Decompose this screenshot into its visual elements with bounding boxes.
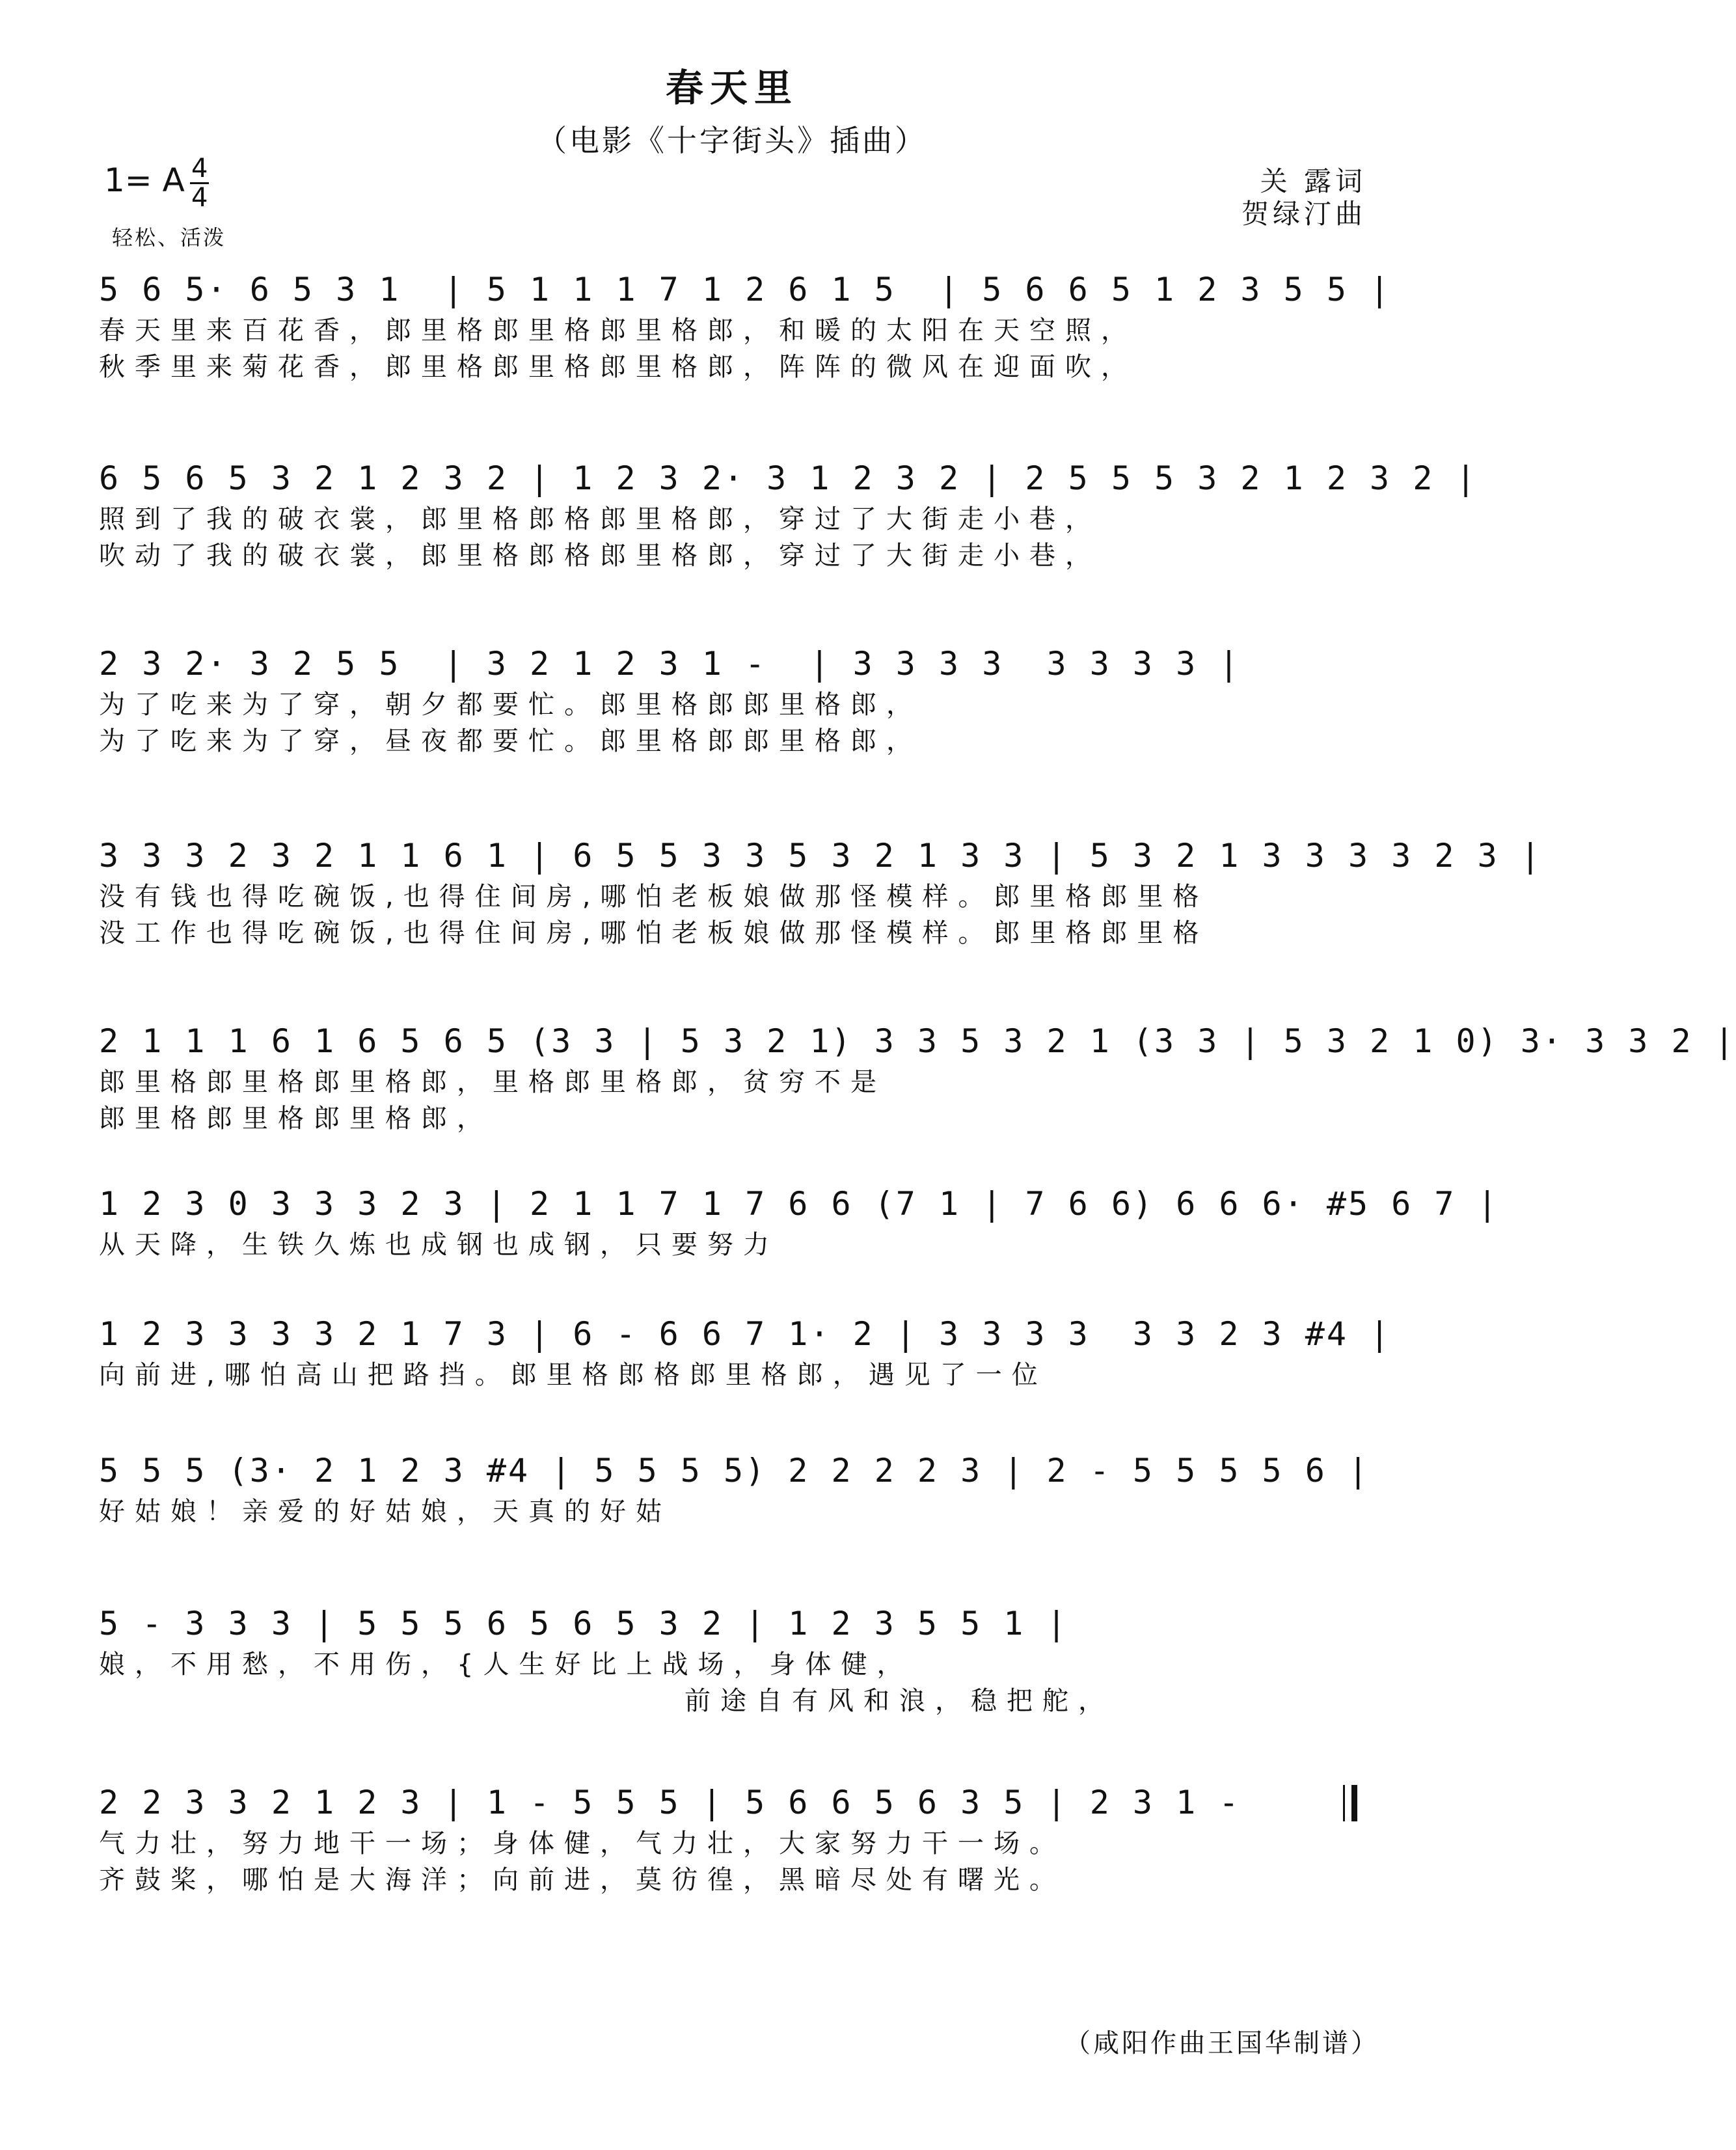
lyric-verse-1: 娘，不用愁，不用伤，{人生好比上战场，身体健， [99, 1650, 913, 1680]
staff-system-1 [99, 267, 1392, 385]
notation-line: 5 5 5 (3· 2 1 2 3 #4 | 5 5 5 5) 2 2 2 2 3 | 2 - 5 5 5 5 6 | [99, 1452, 1370, 1490]
final-barline-thick [1351, 1785, 1357, 1821]
lyric-verse-2: 齐鼓桨，哪怕是大海洋；向前进，莫彷徨，黑暗尽处有曙光。 [99, 1865, 1065, 1895]
key-signature: 1= A [104, 161, 185, 199]
staff-system-4 [99, 833, 1542, 951]
lyric-verse-1: 春天里来百花香，郎里格郎里格郎里格郎，和暖的太阳在天空照， [99, 316, 1137, 346]
time-signature [190, 154, 209, 213]
lyric-verse-1: 没有钱也得吃碗饭,也得住间房,哪怕老板娘做那怪模样。郎里格郎里格 [99, 882, 1209, 912]
song-title: 春天里 [665, 66, 798, 110]
song-subtitle: （电影《十字街头》插曲） [537, 123, 927, 158]
notation-line: 2 3 2· 3 2 5 5 | 3 2 1 2 3 1 - | 3 3 3 3 3 3 3 3 | [99, 645, 1241, 683]
lyric-verse-2: 郎里格郎里格郎里格郎， [99, 1104, 493, 1134]
transcriber-credit: （咸阳作曲王国华制谱） [1065, 2028, 1379, 2058]
notation-line: 1 2 3 3 3 3 2 1 7 3 | 6 - 6 6 7 1· 2 | 3 3 3 3 3 3 2 3 #4 | [99, 1315, 1392, 1353]
staff-system-6 [99, 1181, 1499, 1263]
staff-system-7 [99, 1311, 1392, 1393]
notation-line: 2 1 1 1 6 1 6 5 6 5 (3 3 | 5 3 2 1) 3 3 5 3 2 1 (3 3 | 5 3 2 1 0) 3· 3 3 2 | [99, 1022, 1736, 1060]
final-barline-thin [1343, 1785, 1345, 1821]
lyric-verse-1: 气力壮，努力地干一场；身体健，气力壮，大家努力干一场。 [99, 1829, 1065, 1858]
notation-line: 2 2 3 3 2 1 2 3 | 1 - 5 5 5 | 5 6 6 5 6 3 5 | 2 3 1 - [99, 1784, 1241, 1821]
composer-credit: 贺绿汀曲 [1241, 198, 1366, 230]
lyricist-credit: 关 露词 [1260, 165, 1366, 197]
lyric-verse-1: 郎里格郎里格郎里格郎，里格郎里格郎，贫穷不是 [99, 1067, 886, 1097]
lyric-verse-1: 从天降，生铁久炼也成钢也成钢，只要努力 [99, 1230, 779, 1260]
notation-line: 1 2 3 0 3 3 3 2 3 | 2 1 1 7 1 7 6 6 (7 1 | 7 6 6) 6 6 6· #5 6 7 | [99, 1185, 1499, 1223]
staff-system-10 [99, 1780, 1366, 1898]
staff-system-9 [99, 1601, 1366, 1719]
staff-system-3 [99, 641, 1366, 759]
lyric-verse-2: 没工作也得吃碗饭,也得住间房,哪怕老板娘做那怪模样。郎里格郎里格 [99, 918, 1209, 948]
notation-line: 6 5 6 5 3 2 1 2 3 2 | 1 2 3 2· 3 1 2 3 2 | 2 5 5 5 3 2 1 2 3 2 | [99, 459, 1478, 497]
time-signature-denominator: 4 [191, 183, 208, 213]
staff-system-8 [99, 1448, 1370, 1530]
notation-line: 5 6 5· 6 5 3 1 | 5 1 1 1 7 1 2 6 1 5 | 5 6 6 5 1 2 3 5 5 | [99, 271, 1392, 308]
lyric-verse-2: 为了吃来为了穿，昼夜都要忙。郎里格郎郎里格郎， [99, 726, 922, 756]
lyric-verse-1: 为了吃来为了穿，朝夕都要忙。郎里格郎郎里格郎， [99, 690, 922, 720]
tempo-marking: 轻松、活泼 [112, 225, 226, 250]
lyric-verse-2: 吹动了我的破衣裳，郎里格郎格郎里格郎，穿过了大街走小巷， [99, 541, 1101, 571]
notation-line: 5 - 3 3 3 | 5 5 5 6 5 6 5 3 2 | 1 2 3 5 5 1 | [99, 1605, 1068, 1642]
lyric-verse-2: 前途自有风和浪，稳把舵， [685, 1686, 1114, 1716]
notation-line: 3 3 3 2 3 2 1 1 6 1 | 6 5 5 3 3 5 3 2 1 3 3 | 5 3 2 1 3 3 3 3 2 3 | [99, 837, 1542, 875]
final-barline [99, 1780, 1366, 1825]
lyric-verse-1: 好姑娘！亲爱的好姑娘，天真的好姑 [99, 1497, 671, 1527]
time-signature-numerator: 4 [191, 154, 208, 184]
lyric-verse-2: 秋季里来菊花香，郎里格郎里格郎里格郎，阵阵的微风在迎面吹， [99, 352, 1137, 382]
staff-system-2 [99, 456, 1478, 574]
lyric-verse-1: 向前进,哪怕高山把路挡。郎里格郎格郎里格郎，遇见了一位 [99, 1360, 1048, 1390]
staff-system-5 [99, 1018, 1736, 1137]
lyric-verse-1: 照到了我的破衣裳，郎里格郎格郎里格郎，穿过了大街走小巷， [99, 504, 1101, 534]
